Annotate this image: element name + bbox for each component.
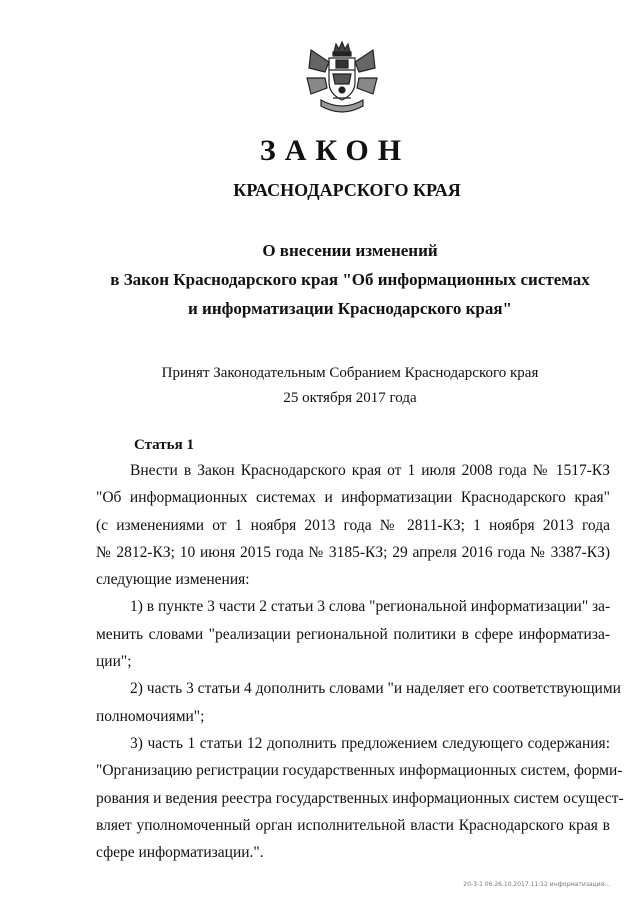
body-line: (с изменениями от 1 ноября 2013 года № 2811-КЗ; 1 ноября 2013 года [96,516,610,534]
body-line: рования и ведения реестра государственных информационных систем осущест- [96,789,624,807]
body-line: "Организацию регистрации государственных информационных систем, форми- [96,762,623,780]
law-name [0,236,640,323]
body-line: № 2812-КЗ; 10 июня 2015 года № 3185-КЗ; 29 апреля 2016 года № 3387-КЗ) [96,543,610,561]
law-name-line: О внесении изменений [262,241,438,260]
body-line: менить словами "реализации региональной политики в сфере информатиза- [96,625,610,643]
footer-stamp: 20-3-1 06.26.10.2017 11:12 информатизация... [463,881,610,888]
document-subtitle: КРАСНОДАРСКОГО КРАЯ [233,180,461,200]
body-line: полномочиями"; [96,707,205,725]
body-line: сфере информатизации.". [96,844,264,862]
body-line: следующие изменения: [96,571,250,589]
adoption-line: Принят Законодательным Собранием Краснодарского края [161,365,539,381]
article-heading: Статья 1 [134,437,194,453]
adoption-info [0,361,640,411]
adoption-date: 25 октября 2017 года [283,390,417,406]
body-line: ции"; [96,653,132,671]
body-line: 2) часть 3 статьи 4 дополнить словами "и наделяет его соответствующими [130,680,621,698]
article-body [96,457,624,866]
body-line: Внести в Закон Краснодарского края от 1 июля 2008 года № 1517-КЗ [130,462,610,479]
body-line: 3) часть 1 статьи 12 дополнить предложением следующего содержания: [130,734,610,752]
body-line: 1) в пункте 3 части 2 статьи 3 слова "региональной информатизации" за- [130,598,611,616]
law-name-line: в Закон Краснодарского края "Об информационных системах [110,270,590,289]
document-title: ЗАКОН [259,134,411,167]
body-line: вляет уполномоченный орган исполнительной власти Краснодарского края в [96,816,610,834]
coat-of-arms-icon [303,38,381,118]
body-line: "Об информационных системах и информатизации Краснодарского края" [96,489,610,507]
law-name-line: и информатизации Краснодарского края" [188,299,512,318]
